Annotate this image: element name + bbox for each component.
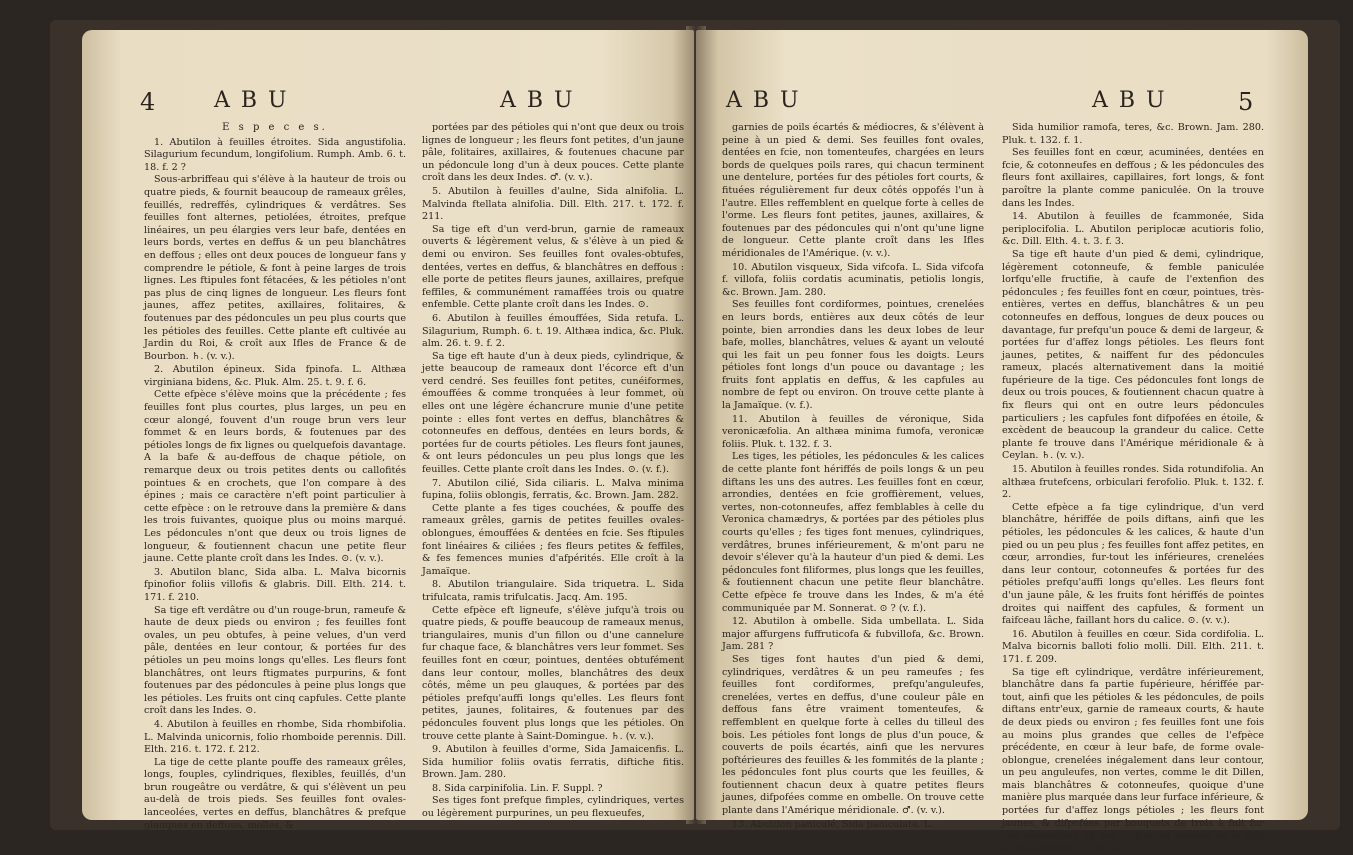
left-page <box>82 30 694 831</box>
paragraph: 16. Abutilon à feuilles en cœur. Sida cordifolia. L. Malva bicornis balloti folio molli. Dill. Elth. 211. t. 171. f. 209. <box>1002 628 1264 665</box>
running-head-right-a: A B U <box>726 88 801 113</box>
right-column-b <box>1002 122 1264 854</box>
paragraph: Sa tige eft haute d'un à deux pieds, cylindrique, & jette beaucoup de rameaux dont l'écorce eft d'un verd cendré. Ses feuilles font petites, cunéiformes, émouffées & comme tronquées à leur fommet, où elles ont une légère échancrure munie d'une petite pointe : elles font vertes en deffus, blanchâtres & cotonneufes en deffous, dentées en leurs bords, & portées fur de courts pétioles. Les fleurs font jaunes, & ont leurs pédoncules un peu plus longs que les feuilles. Cette plante croît dans les Indes. ⊙. (v. f.). <box>422 350 684 476</box>
paragraph: La tige de cette plante pouffe des rameaux grêles, longs, fouples, cylindriques, flexibles, feuillés, d'un brun rougeâtre ou verdâtre, & qui s'élèvent un peu au-delà de trois pieds. Ses feuilles font ovales-lanceolées, vertes en deffus, blanchâtres & prefque glauques en deffous, molles, & <box>144 756 406 831</box>
paragraph: Cette plante a fes tiges couchées, & pouffe des rameaux grêles, garnis de petites feuilles ovales-oblongues, émouffées & dentées en fcie. Ses ftipules font linéaires & ciliées ; fes fleurs petites & feffiles, & fes femences munies d'afpérités. Elle croît à la Jamaïque. <box>422 502 684 577</box>
paragraph: 9. Abutilon à feuilles d'orme, Sida Jamaicenfis. L. Sida humilior foliis ovatis ferratis, diftiche fitis. Brown. Jam. 280. <box>422 744 684 781</box>
paragraph: 5. Abutilon à feuilles d'aulne, Sida alnifolia. L. Malvinda ftellata alnifolia. Dill. Elth. 217. t. 172. f. 211. <box>422 185 684 223</box>
paragraph: Sa tige eft d'un verd-brun, garnie de rameaux ouverts & légèrement velus, & s'élève à un pied & demi ou environ. Ses feuilles font ovales-obtufes, dentées, vertes en deffus, & blanchâtres en deffous : elle porte de petites fleurs jaunes, axillaires, prefque feffiles, & communément ramaffées trois ou quatre enfemble. Cette plante croît dans les Indes. ⊙. <box>422 223 684 311</box>
paragraph: Cette efpèce eft ligneufe, s'élève jufqu'à trois ou quatre pieds, & pouffe beaucoup de rameaux menus, triangulaires, munis d'un fillon ou d'une cannelure fur chaque face, & blanchâtres vers leur fommet. Ses feuilles font en cœur, pointues, dentées obtufément dans leur contour, molles, blanchâtres des deux côtés, même un peu glauques, & portées par des pétioles prefqu'auffi longs qu'elles. Les fleurs font petites, jaunes, folitaires, & foutenues par des pédoncules fouvent plus longs que les pétioles. On trouve cette plante à Saint-Domingue. ♄. (v. v.). <box>422 604 684 742</box>
left-column-a <box>144 122 406 831</box>
paragraph: Sida humilior ramofa, teres, &c. Brown. Jam. 280. Pluk. t. 132. f. 1. <box>1002 122 1264 146</box>
paragraph: 10. Abutilon visqueux, Sida vifcofa. L. Sida vifcofa f. villofa, foliis cordatis acuminatis, petiolis longis, &c. Brown. Jam. 280. <box>722 261 984 298</box>
paragraph: portées par des pétioles qui n'ont que deux ou trois lignes de longueur ; les fleurs font petites, d'un jaune pâle, folitaires, axillaires, & foutenues chacune par un pédoncule long d'un à deux pouces. Cette plante croît dans les deux Indes. ♂. (v. v.). <box>422 122 684 184</box>
section-heading-especes: E s p e c e s. <box>222 122 328 133</box>
paragraph: Sa tige eft cylindrique, verdâtre inférieurement, blanchâtre dans fa partie fupérieure, hériffée par-tout, ainfi que les pétioles & les pédoncules, de poils diftans entr'eux, garnie de rameaux courts, & haute de deux pieds ou environ ; fes feuilles font une fois au moins plus grandes que celles de l'efpèce précédente, en cœur à leur bafe, de forme ovale-oblongue, crenelées inégalement dans leur contour, un peu anguleufes, non vertes, comme le dit Dillen, mais blanchâtres & cotonneufes, quoique d'une manière plus marquée dans leur furface inférieure, & portées fur d'affez longs pétioles ; les fleurs font jaunes, & difpofées par bouquets de trois à fuit fur des pédoncules un peu courts, au fommet de la tige & des rameaux ; le fruit <box>1002 666 1264 854</box>
paragraph: Ses tiges font prefque fimples, cylindriques, vertes ou légèrement purpurines, un peu flexueufes, <box>422 795 684 820</box>
paragraph: Ses feuilles font cordiformes, pointues, crenelées en leurs bords, entières aux deux côtés de leur pointe, bien arrondies dans les deux lobes de leur bafe, molles, blanchâtres, velues & ayant un velouté qui les fait un peu fonner fous les doigts. Leurs pétioles font longs d'un pouce ou davantage ; les fruits font applatis en deffus, & les capfules au nombre de fept ou environ. On trouve cette plante à la Jamaïque. (v. f.). <box>722 299 984 412</box>
page-number-right: 5 <box>1238 88 1256 116</box>
paragraph: 7. Abutilon cilié, Sida ciliaris. L. Malva minima fupina, foliis oblongis, ferratis, &c. Brown. Jam. 282. <box>422 477 684 502</box>
left-column-b <box>422 122 684 820</box>
paragraph: 8. Sida carpinifolia. Lin. F. Suppl. ? <box>432 782 603 794</box>
paragraph: 15. Abutilon à feuilles rondes. Sida rotundifolia. An althæa frutefcens, orbiculari ferofolio. Pluk. t. 132. f. 2. <box>1002 464 1264 501</box>
paragraph: 8. Abutilon triangulaire. Sida triquetra. L. Sida trifulcata, ramis trifulcatis. Jacq. Am. 195. <box>422 579 684 603</box>
paragraph: garnies de poils écartés & médiocres, & s'élèvent à peine à un pied & demi. Ses feuilles font ovales, dentées en fcie, non tomenteufes, chargées en leurs bords de quelques poils rares, qui chacun terminent une dentelure, portées fur des pétioles fort courts, & fituées régulièrement fur deux côtés oppofés l'un à l'autre. Elles reffemblent en quelque forte à celles de l'orme. Les fleurs font petites, jaunes, axillaires, & foutenues par des pédoncules qui n'ont qu'une ligne de longueur. Cette plante croît dans les Ifles méridionales de l'Amérique. (v. v.). <box>722 122 984 259</box>
paragraph: Les tiges, les pétioles, les pédoncules & les calices de cette plante font hériffés de poils longs & un peu diftans les uns des autres. Les feuilles font en cœur, arrondies, dentées en fcie groffièrement, velues, vertes, non-cotonneufes, affez femblables à celle du Veronica chamædrys, & portées par des pétioles plus courts qu'elles ; fes tiges font menues, cylindriques, verdâtres, brunes inférieurement, & m'ont paru ne devoir s'élever qu'à la hauteur d'un pied & demi. Les pédoncules font filiformes, plus longs que les feuilles, & foutiennent chacun une petite fleur blanchâtre. Cette efpèce fe trouve dans les Indes, & m'a été communiquée par M. Sonnerat. ⊙ ? (v. f.). <box>722 451 984 614</box>
paragraph: 1. Abutilon à feuilles étroites. Sida angustifolia. Silagurium fecundum, longifolium. Rumph. Amb. 6. t. 18. f. 2 ? <box>144 136 406 173</box>
paragraph: 2. Abutilon épineux. Sida fpinofa. L. Althæa virginiana bidens, &c. Pluk. Alm. 25. t. 9. f. 6. <box>144 364 406 388</box>
page-number-left: 4 <box>140 88 158 116</box>
paragraph: Sous-arbriffeau qui s'élève à la hauteur de trois ou quatre pieds, & fournit beaucoup de rameaux grêles, feuillés, redreffés, cylindriques & verdâtres. Ses feuilles font alternes, petiolées, étroites, prefque linéaires, un peu élargies vers leur bafe, dentées en leurs bords, vertes en deffus & un peu blanchâtres en deffous ; elles ont deux pouces de longueur fans y comprendre le pétiole, & font à peine larges de trois lignes. Les ftipules font fétacées, & les pétioles n'ont pas plus de cinq lignes de longueur. Les fleurs font jaunes, affez petites, axillaires, folitaires, & foutenues par des pédoncules un peu plus courts que les pétioles des feuilles. Cette plante eft cultivée au Jardin du Roi, & croît aux Ifles de France & de Bourbon. ♄. (v. v.). <box>144 174 406 362</box>
paragraph: 13. Abutilon paniculé, Sida paniculata. L. <box>732 818 934 830</box>
paragraph: 3. Abutilon blanc, Sida alba. L. Malva bicornis fpinofior foliis villofis & glabris. Dill. Elth. 214. t. 171. f. 210. <box>144 566 406 603</box>
paragraph: 14. Abutilon à feuilles de fcammonée, Sida periplocifolia. L. Abutilon periplocæ acutioris folio, &c. Dill. Elth. 4. t. 3. f. 3. <box>1002 211 1264 248</box>
paragraph: 11. Abutilon à feuilles de véronique, Sida veronicæfolia. An althæa minima fumofa, veronicæ foliis. Pluk. t. 132. f. 3. <box>722 413 984 450</box>
running-head-right-b: A B U <box>1092 88 1167 113</box>
paragraph: Cette efpèce s'élève moins que la précédente ; fes feuilles font plus courtes, plus larges, un peu en cœur alongé, fouvent d'un rouge brun vers leur fommet & en leurs bords, & foutenues par des pétioles longs de fix lignes ou quelquefois davantage. A la bafe & au-deffous de chaque pétiole, on remarque deux ou trois petites dents ou callofités pointues & en crochets, que l'on compare à des épines ; mais ce caractère n'eft point particulier à cette efpèce : on le retrouve dans la première & dans les trois fuivantes, quoique plus ou moins marqué. Les pédoncules n'ont que deux ou trois lignes de longueur, & foutiennent chacun une petite fleur jaune. Cette plante croît dans les Indes. ⊙. (v. v.). <box>144 389 406 565</box>
running-head-left-b: A B U <box>500 88 575 113</box>
paragraph: 12. Abutilon à ombelle. Sida umbellata. L. Sida major affurgens fuffruticofa & fubvillofa, &c. Brown. Jam. 281 ? <box>722 616 984 653</box>
open-book <box>50 20 1340 854</box>
paragraph: Cette efpèce a fa tige cylindrique, d'un verd blanchâtre, hériffée de poils diftans, ainfi que les pétioles, les pédoncules & les calices, & haute d'un pied ou un peu plus ; fes feuilles font affez petites, en cœur, arrondies, fur-tout les inférieures, crenelées dans leur contour, cotonneufes & portées fur des pétioles prefqu'auffi longs qu'elles. Les fleurs font d'un jaune pâle, & les fruits font hériffés de pointes droites qui naiffent des capfules, & forment un faifceau lâche, faillant hors du calice. ⊙. (v. v.). <box>1002 501 1264 627</box>
right-page <box>696 30 1308 854</box>
paragraph: Sa tige eft haute d'un pied & demi, cylindrique, légèrement cotonneufe, & femble paniculée lorfqu'elle fructifie, à caufe de l'extenfion des pédoncules ; fes feuilles font en cœur, pointues, très-entières, vertes en deffus, blanchâtres & un peu cotonneufes en deffous, longues de deux pouces ou davantage, fur prefqu'un pouce & demi de largeur, & portées fur d'affez longs pétioles. Les fleurs font jaunes, petites, & naiffent fur des pédoncules rameux, placés alternativement dans la moitié fupérieure de la tige. Ces pédoncules font longs de deux ou trois pouces, & foutiennent chacun quatre à fix fleurs qui ont en outre leurs pédoncules particuliers ; les capfules font difpofées en étoile, & excèdent de beaucoup la grandeur du calice. Cette plante fe trouve dans l'Amérique méridionale & à Ceylan. ♄. (v. v.). <box>1002 248 1264 462</box>
paragraph: 4. Abutilon à feuilles en rhombe, Sida rhombifolia. L. Malvinda unicornis, folio rhomboide perennis. Dill. Elth. 216. t. 172. f. 212. <box>144 718 406 756</box>
paragraph: 6. Abutilon à feuilles émouffées, Sida retufa. L. Silagurium, Rumph. 6. t. 19. Althæa indica, &c. Pluk. alm. 26. t. 9. f. 2. <box>422 312 684 350</box>
paragraph: Sa tige eft verdâtre ou d'un rouge-brun, rameufe & haute de deux pieds ou environ ; fes feuilles font ovales, un peu obtufes, à peine velues, d'un verd pâle, dentées en leur contour, & portées fur des pétioles un peu moins longs qu'elles. Les fleurs font blanchâtres, ont leurs ftigmates purpurins, & font foutenues par des pédoncules à peine plus longs que les pétioles. Les fruits ont cinq capfules. Cette plante croît dans les Indes. ⊙. <box>144 604 406 717</box>
paragraph: Ses feuilles font en cœur, acuminées, dentées en fcie, & cotonneufes en deffous ; & les pédoncules des fleurs font axillaires, capillaires, fort longs, & font paroître la plante comme paniculée. On la trouve dans les Indes. <box>1002 147 1264 209</box>
right-column-a <box>722 122 984 830</box>
paragraph: Ses tiges font hautes d'un pied & demi, cylindriques, verdâtres & un peu rameufes ; fes feuilles font cordiformes, prefqu'anguleufes, crenelées, vertes en deffus, d'une couleur pâle en deffous fans être vraiment tomenteufes, & reffemblent en quelque forte à celles du tilleul des bois. Les pétioles font longs de plus d'un pouce, & couverts de poils écartés, ainfi que les nervures poftérieures des feuilles & les fommités de la plante ; les pédoncules font plus courts que les feuilles, & foutiennent chacun deux à quatre petites fleurs jaunes, difpofées comme en ombelle. On trouve cette plante dans l'Amérique méridionale. ♂. (v. v.). <box>722 653 984 817</box>
running-head-left-a: A B U <box>214 88 289 113</box>
